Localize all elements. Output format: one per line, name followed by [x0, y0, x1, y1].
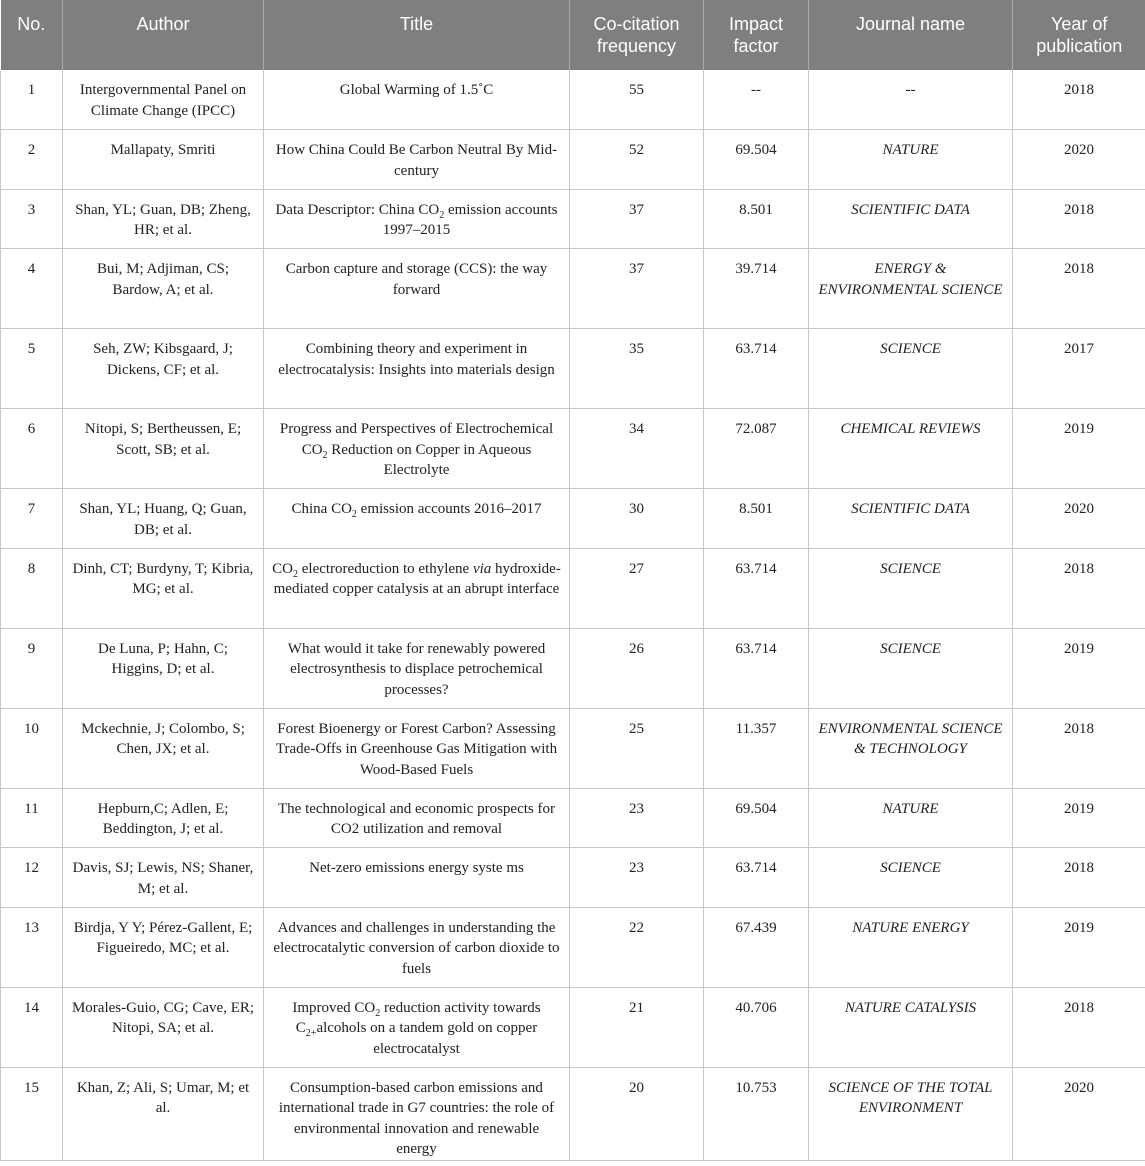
- table-row: [1, 409, 1145, 489]
- table-row: [1, 489, 1145, 549]
- table-row: [1, 708, 1145, 788]
- cell-author: Shan, YL; Huang, Q; Guan, DB; et al.: [63, 489, 264, 549]
- cell-impact: 63.714: [704, 848, 809, 908]
- cell-title: The technological and economic prospects for CO2 utilization and removal: [264, 788, 570, 848]
- cell-impact: 69.504: [704, 130, 809, 190]
- cell-title: China $CO_2$ emission accounts 2016–2017: [264, 489, 570, 549]
- cell-impact: 10.753: [704, 1067, 809, 1160]
- header-impact-factor: Impact factor: [704, 0, 809, 70]
- table-row: [1, 130, 1145, 190]
- cell-journal: ENERGY & ENVIRONMENTAL SCIENCE: [809, 249, 1013, 329]
- table-row: [1, 628, 1145, 708]
- cell-no: 13: [1, 907, 63, 987]
- cell-frequency: 37: [570, 249, 704, 329]
- cell-year: 2020: [1013, 130, 1145, 190]
- cell-impact: --: [704, 70, 809, 130]
- cell-frequency: 21: [570, 987, 704, 1067]
- table-row: [1, 1067, 1145, 1160]
- cell-frequency: 20: [570, 1067, 704, 1160]
- cell-title: $CO_2$ electroreduction to ethylene via hydroxide-mediated copper catalysis at an abrupt interface: [264, 548, 570, 628]
- cell-journal: NATURE CATALYSIS: [809, 987, 1013, 1067]
- cell-year: 2019: [1013, 907, 1145, 987]
- cell-no: 9: [1, 628, 63, 708]
- cell-impact: 69.504: [704, 788, 809, 848]
- cell-frequency: 25: [570, 708, 704, 788]
- cell-author: Mckechnie, J; Colombo, S; Chen, JX; et al.: [63, 708, 264, 788]
- cell-frequency: 27: [570, 548, 704, 628]
- cell-title: Improved $CO_2$ reduction activity towards $C_{2+}alcohols$ on a tandem gold on copper electrocatalyst: [264, 987, 570, 1067]
- cell-author: Shan, YL; Guan, DB; Zheng, HR; et al.: [63, 189, 264, 249]
- cell-frequency: 55: [570, 70, 704, 130]
- cell-journal: SCIENTIFIC DATA: [809, 489, 1013, 549]
- cell-title: Combining theory and experiment in electrocatalysis: Insights into materials design: [264, 329, 570, 409]
- cell-title: How China Could Be Carbon Neutral By Mid-century: [264, 130, 570, 190]
- cell-title: Forest Bioenergy or Forest Carbon? Assessing Trade-Offs in Greenhouse Gas Mitigation with Wood-Based Fuels: [264, 708, 570, 788]
- cell-year: 2018: [1013, 70, 1145, 130]
- table-body: [1, 70, 1145, 1160]
- cell-no: 5: [1, 329, 63, 409]
- cell-no: 4: [1, 249, 63, 329]
- cell-frequency: 35: [570, 329, 704, 409]
- cell-impact: 63.714: [704, 628, 809, 708]
- cell-journal: --: [809, 70, 1013, 130]
- cell-no: 14: [1, 987, 63, 1067]
- cell-frequency: 30: [570, 489, 704, 549]
- cell-impact: 40.706: [704, 987, 809, 1067]
- cell-impact: 72.087: [704, 409, 809, 489]
- cell-journal: CHEMICAL REVIEWS: [809, 409, 1013, 489]
- cell-title: What would it take for renewably powered electrosynthesis to displace petrochemical processes?: [264, 628, 570, 708]
- cell-year: 2018: [1013, 708, 1145, 788]
- cell-no: 6: [1, 409, 63, 489]
- cell-impact: 63.714: [704, 548, 809, 628]
- cell-no: 7: [1, 489, 63, 549]
- cell-author: Hepburn,C; Adlen, E; Beddington, J; et al.: [63, 788, 264, 848]
- cell-title: Progress and Perspectives of Electrochemical $CO_2$ Reduction on Copper in Aqueous Electrolyte: [264, 409, 570, 489]
- cell-year: 2018: [1013, 249, 1145, 329]
- header-co-citation-frequency: Co-citation frequency: [570, 0, 704, 70]
- cell-no: 2: [1, 130, 63, 190]
- cell-author: Davis, SJ; Lewis, NS; Shaner, M; et al.: [63, 848, 264, 908]
- cell-journal: SCIENCE: [809, 848, 1013, 908]
- cell-author: Dinh, CT; Burdyny, T; Kibria, MG; et al.: [63, 548, 264, 628]
- cell-no: 11: [1, 788, 63, 848]
- cell-journal: NATURE ENERGY: [809, 907, 1013, 987]
- cell-frequency: 22: [570, 907, 704, 987]
- cell-author: Morales-Guio, CG; Cave, ER; Nitopi, SA; et al.: [63, 987, 264, 1067]
- table-row: [1, 329, 1145, 409]
- cell-year: 2018: [1013, 987, 1145, 1067]
- cell-frequency: 37: [570, 189, 704, 249]
- cell-year: 2018: [1013, 848, 1145, 908]
- cell-frequency: 26: [570, 628, 704, 708]
- table-row: [1, 249, 1145, 329]
- cell-author: Khan, Z; Ali, S; Umar, M; et al.: [63, 1067, 264, 1160]
- header-author: Author: [63, 0, 264, 70]
- header-title: Title: [264, 0, 570, 70]
- cell-year: 2019: [1013, 409, 1145, 489]
- cell-title: Carbon capture and storage (CCS): the way forward: [264, 249, 570, 329]
- cell-no: 8: [1, 548, 63, 628]
- header-row: [1, 0, 1145, 70]
- cell-year: 2019: [1013, 788, 1145, 848]
- cell-title: Data Descriptor: China $CO_2$ emission accounts 1997–2015: [264, 189, 570, 249]
- cell-author: De Luna, P; Hahn, C; Higgins, D; et al.: [63, 628, 264, 708]
- cell-impact: 11.357: [704, 708, 809, 788]
- cell-journal: NATURE: [809, 130, 1013, 190]
- table-row: [1, 788, 1145, 848]
- table-row: [1, 548, 1145, 628]
- cell-title: Consumption-based carbon emissions and international trade in G7 countries: the role of environmental innovation and renewable energy: [264, 1067, 570, 1160]
- cell-journal: SCIENTIFIC DATA: [809, 189, 1013, 249]
- header-journal-name: Journal name: [809, 0, 1013, 70]
- cell-author: Seh, ZW; Kibsgaard, J; Dickens, CF; et al.: [63, 329, 264, 409]
- cell-year: 2018: [1013, 548, 1145, 628]
- cell-journal: SCIENCE: [809, 628, 1013, 708]
- table-header: [1, 0, 1145, 70]
- header-no: No.: [1, 0, 63, 70]
- cell-journal: SCIENCE OF THE TOTAL ENVIRONMENT: [809, 1067, 1013, 1160]
- cell-journal: SCIENCE: [809, 329, 1013, 409]
- cell-journal: ENVIRONMENTAL SCIENCE & TECHNOLOGY: [809, 708, 1013, 788]
- cell-impact: 63.714: [704, 329, 809, 409]
- cell-impact: 67.439: [704, 907, 809, 987]
- table-row: [1, 70, 1145, 130]
- header-year-of-publication: Year of publication: [1013, 0, 1145, 70]
- cell-year: 2020: [1013, 489, 1145, 549]
- table-row: [1, 848, 1145, 908]
- cell-year: 2019: [1013, 628, 1145, 708]
- cell-frequency: 52: [570, 130, 704, 190]
- cell-title: Global Warming of 1.5˚C: [264, 70, 570, 130]
- cell-no: 3: [1, 189, 63, 249]
- cell-year: 2018: [1013, 189, 1145, 249]
- cell-year: 2020: [1013, 1067, 1145, 1160]
- table-row: [1, 907, 1145, 987]
- cell-author: Bui, M; Adjiman, CS; Bardow, A; et al.: [63, 249, 264, 329]
- table-row: [1, 189, 1145, 249]
- cell-author: Birdja, Y Y; Pérez-Gallent, E; Figueiredo, MC; et al.: [63, 907, 264, 987]
- cell-author: Nitopi, S; Bertheussen, E; Scott, SB; et al.: [63, 409, 264, 489]
- cell-author: Mallapaty, Smriti: [63, 130, 264, 190]
- cell-journal: SCIENCE: [809, 548, 1013, 628]
- cell-title: Advances and challenges in understanding the electrocatalytic conversion of carbon dioxide to fuels: [264, 907, 570, 987]
- cell-year: 2017: [1013, 329, 1145, 409]
- cell-impact: 8.501: [704, 189, 809, 249]
- cell-frequency: 23: [570, 848, 704, 908]
- cell-frequency: 34: [570, 409, 704, 489]
- cell-journal: NATURE: [809, 788, 1013, 848]
- cell-title: Net-zero emissions energy syste ms: [264, 848, 570, 908]
- cell-frequency: 23: [570, 788, 704, 848]
- cell-no: 10: [1, 708, 63, 788]
- cell-author: Intergovernmental Panel on Climate Change (IPCC): [63, 70, 264, 130]
- cell-no: 1: [1, 70, 63, 130]
- cell-no: 12: [1, 848, 63, 908]
- cell-impact: 8.501: [704, 489, 809, 549]
- cell-no: 15: [1, 1067, 63, 1160]
- table-row: [1, 987, 1145, 1067]
- cell-impact: 39.714: [704, 249, 809, 329]
